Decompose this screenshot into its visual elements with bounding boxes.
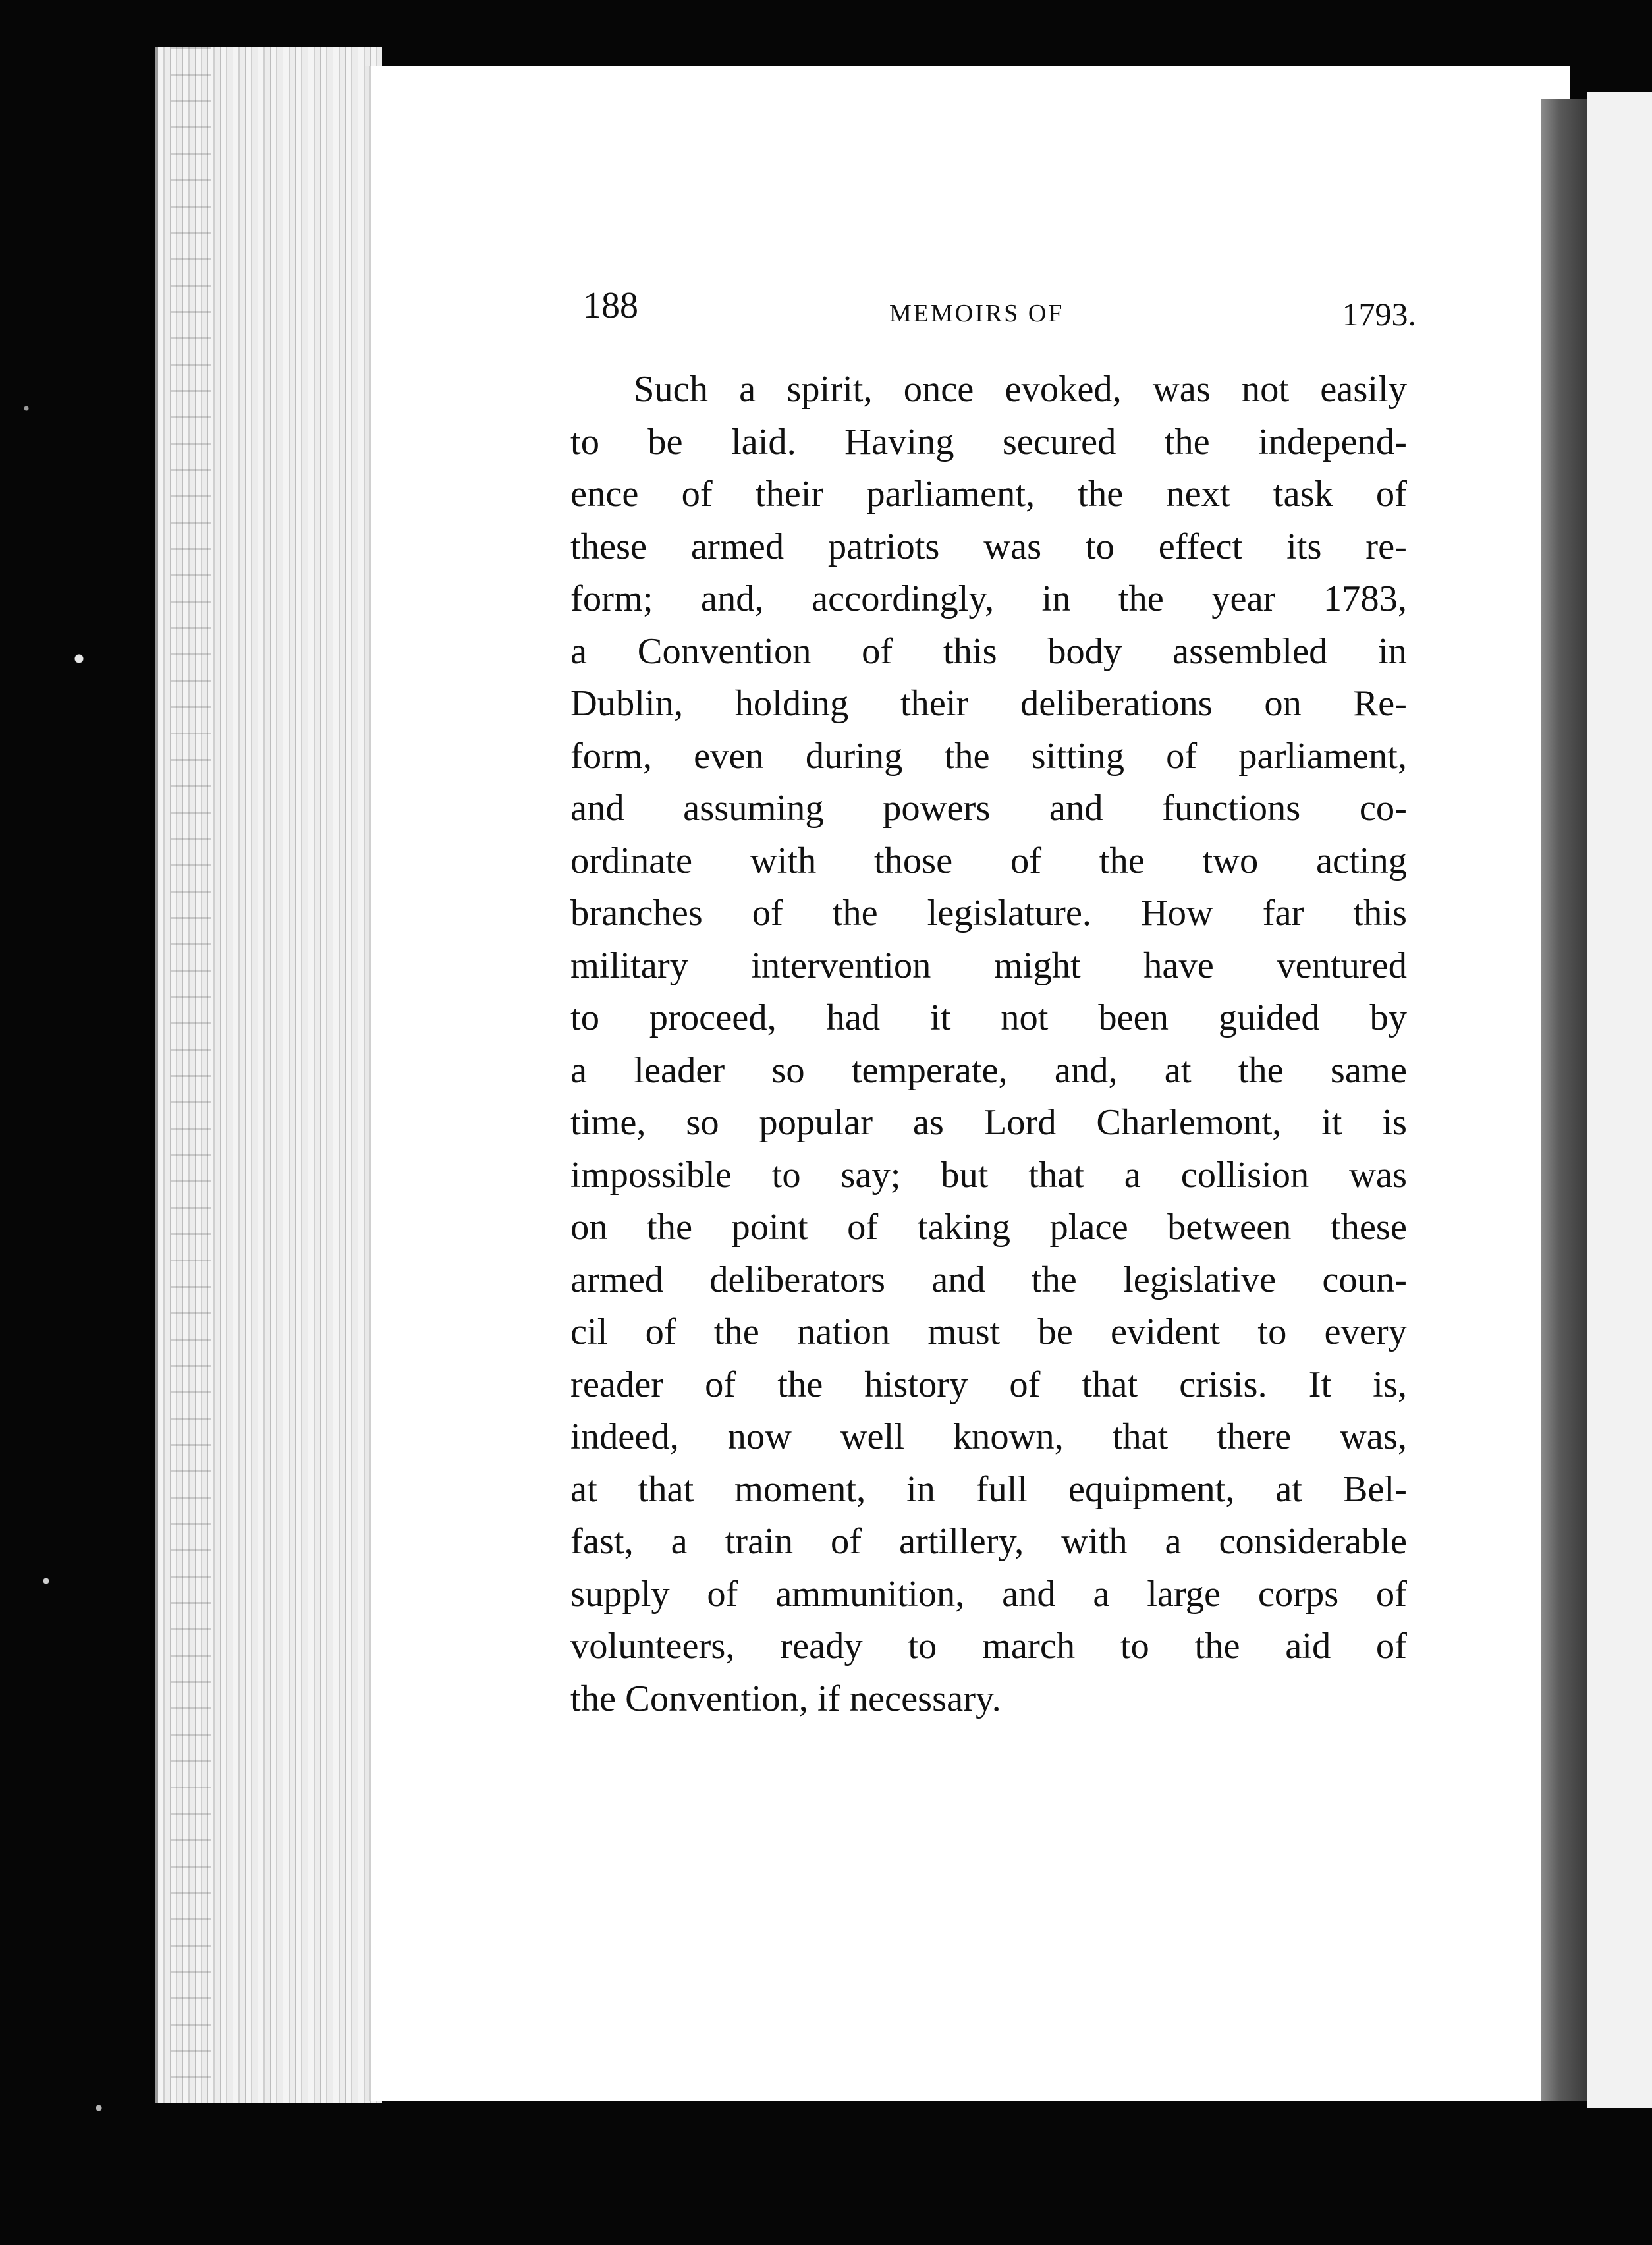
text-line: armed deliberators and the legislative coun- — [570, 1259, 1407, 1300]
text-line: form, even during the sitting of parliament, — [570, 735, 1407, 777]
text-line: and assuming powers and functions co- — [570, 788, 1407, 829]
text-line: a Convention of this body assembled in — [570, 630, 1407, 672]
text-line: branches of the legislature. How far this — [570, 893, 1407, 933]
text-line: supply of ammunition, and a large corps of — [570, 1573, 1407, 1615]
text-line: a leader so temperate, and, at the same — [570, 1049, 1407, 1091]
text-line: fast, a train of artillery, with a considerable — [570, 1521, 1407, 1562]
page-number: 188 — [583, 285, 638, 326]
text-line: the Convention, if necessary. — [570, 1678, 1001, 1719]
text-line: military intervention might have ventured — [570, 945, 1407, 986]
text-line: on the point of taking place between these — [570, 1207, 1407, 1248]
text-line: these armed patriots was to effect its re- — [570, 526, 1407, 567]
text-line: to be laid. Having secured the independ- — [570, 421, 1407, 462]
text-line: at that moment, in full equipment, at Bel- — [570, 1468, 1407, 1510]
text-line: form; and, accordingly, in the year 1783, — [570, 578, 1407, 619]
text-line: time, so popular as Lord Charlemont, it is — [570, 1102, 1407, 1143]
text-line: cil of the nation must be evident to every — [570, 1312, 1407, 1352]
page-edges — [155, 47, 382, 2103]
binding-edge — [1541, 99, 1587, 2101]
text-line: ence of their parliament, the next task of — [570, 474, 1407, 514]
text-line: Dublin, holding their deliberations on Re- — [570, 683, 1407, 724]
text-line: to proceed, had it not been guided by — [570, 997, 1407, 1038]
header-year: 1793. — [1342, 296, 1416, 333]
text-line: ordinate with those of the two acting — [570, 840, 1407, 881]
text-line: Such a spirit, once evoked, was not easily — [634, 369, 1407, 410]
running-title: MEMOIRS OF — [889, 300, 1064, 327]
body-paragraph — [570, 364, 1407, 1725]
text-line: indeed, now well known, that there was, — [570, 1416, 1407, 1457]
text-line: impossible to say; but that a collision was — [570, 1154, 1407, 1196]
text-line: volunteers, ready to march to the aid of — [570, 1626, 1407, 1667]
running-header — [583, 285, 1416, 337]
text-line: reader of the history of that crisis. It is, — [570, 1364, 1407, 1405]
facing-page-edge — [1587, 92, 1652, 2108]
